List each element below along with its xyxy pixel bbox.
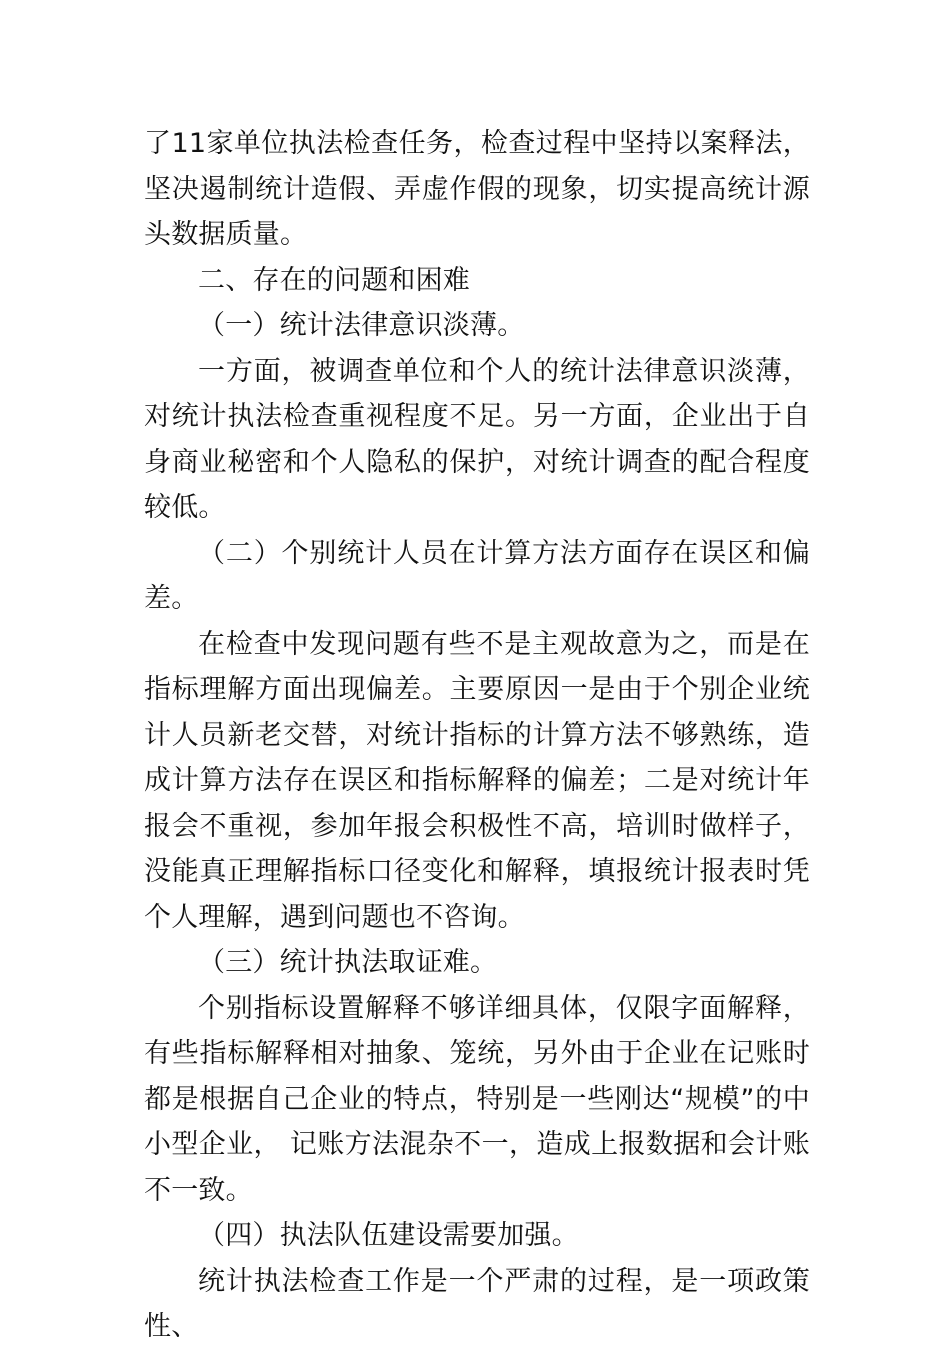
paragraph-4: 统计执法检查工作是一个严肃的过程，是一项政策性、 (144, 1265, 810, 1342)
paragraph-continued: 了11家单位执法检查任务，检查过程中坚持以案释法，坚决遏制统计造假、弄虚作假的现象，切实提高统计源头数据质量。 (144, 128, 810, 250)
subsection-heading-2: （二）个别统计人员在计算方法方面存在误区和偏差。 (144, 537, 810, 614)
paragraph-3: 个别指标设置解释不够详细具体，仅限字面解释，有些指标解释相对抽象、笼统，另外由于企业在记账时都是根据自己企业的特点，特别是一些刚达“规模”的中小型企业， 记账方法混杂不一，造成上报数据和会计账不一致。 (144, 992, 810, 1206)
paragraph-1: 一方面，被调查单位和个人的统计法律意识淡薄，对统计执法检查重视程度不足。另一方面，企业出于自身商业秘密和个人隐私的保护，对统计调查的配合程度较低。 (144, 355, 810, 523)
section-heading: 二、存在的问题和困难 (198, 264, 470, 296)
subsection-heading-1: （一）统计法律意识淡薄。 (198, 310, 525, 341)
subsection-heading-4: （四）执法队伍建设需要加强。 (198, 1220, 579, 1251)
document-body (144, 121, 810, 1350)
paragraph-2: 在检查中发现问题有些不是主观故意为之，而是在指标理解方面出现偏差。主要原因一是由于个别企业统计人员新老交替，对统计指标的计算方法不够熟练，造成计算方法存在误区和指标解释的偏差；二是对统计年报会不重视，参加年报会积极性不高，培训时做样子，没能真正理解指标口径变化和解释，填报统计报表时凭个人理解，遇到问题也不咨询。 (144, 628, 810, 933)
subsection-heading-3: （三）统计执法取证难。 (198, 947, 498, 978)
